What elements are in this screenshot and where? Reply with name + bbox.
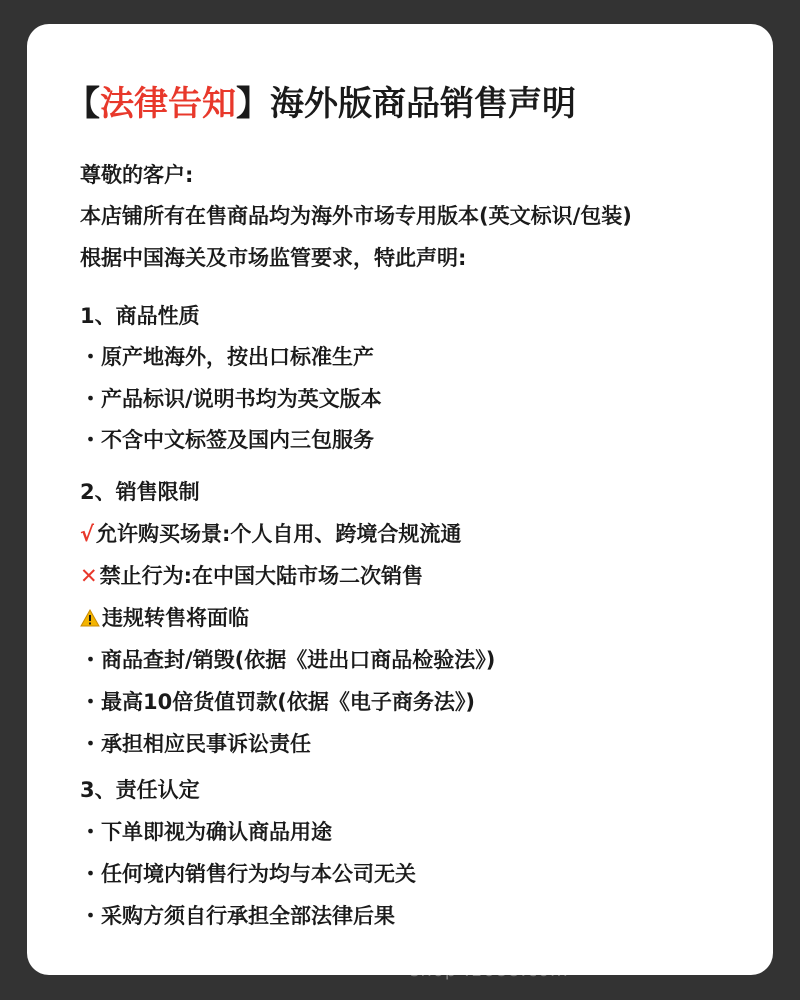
section-heading: 1、商品性质 bbox=[80, 304, 200, 328]
cross-mark-icon: ✕ bbox=[80, 564, 98, 588]
greeting: 尊敬的客户: bbox=[80, 163, 194, 187]
intro-line: 根据中国海关及市场监管要求，特此声明: bbox=[80, 246, 467, 270]
watermark: shop .1688.com bbox=[410, 960, 569, 981]
title-close-bracket: 】 bbox=[236, 84, 270, 124]
section-heading: 2、销售限制 bbox=[80, 480, 200, 504]
check-mark-icon: √ bbox=[80, 522, 95, 546]
list-item: ・采购方须自行承担全部法律后果 bbox=[80, 904, 395, 928]
list-item: ・下单即视为确认商品用途 bbox=[80, 820, 332, 844]
list-item: ・产品标识/说明书均为英文版本 bbox=[80, 387, 382, 411]
list-item: ・不含中文标签及国内三包服务 bbox=[80, 428, 374, 452]
title-text: 海外版商品销售声明 bbox=[270, 84, 576, 124]
list-item: ・商品查封/销毁(依据《进出口商品检验法》) bbox=[80, 648, 496, 672]
list-item: ・承担相应民事诉讼责任 bbox=[80, 732, 311, 756]
title-label: 法律告知 bbox=[100, 84, 236, 124]
intro-line: 本店铺所有在售商品均为海外市场专用版本(英文标识/包装) bbox=[80, 204, 632, 228]
warning-icon bbox=[80, 609, 100, 627]
list-item: ・最高10倍货值罚款(依据《电子商务法》) bbox=[80, 690, 475, 714]
section-heading: 3、责任认定 bbox=[80, 778, 200, 802]
list-item: ・原产地海外，按出口标准生产 bbox=[80, 345, 374, 369]
title-open-bracket: 【 bbox=[66, 84, 100, 124]
allowed-text: 允许购买场景:个人自用、跨境合规流通 bbox=[96, 522, 462, 546]
allowed-line bbox=[80, 520, 461, 548]
forbidden-line bbox=[80, 562, 423, 590]
list-item: ・任何境内销售行为均与本公司无关 bbox=[80, 862, 416, 886]
forbidden-text: 禁止行为:在中国大陆市场二次销售 bbox=[99, 564, 424, 588]
warning-line bbox=[80, 604, 249, 632]
warning-text: 违规转售将面临 bbox=[102, 606, 249, 630]
page-title bbox=[66, 76, 576, 125]
